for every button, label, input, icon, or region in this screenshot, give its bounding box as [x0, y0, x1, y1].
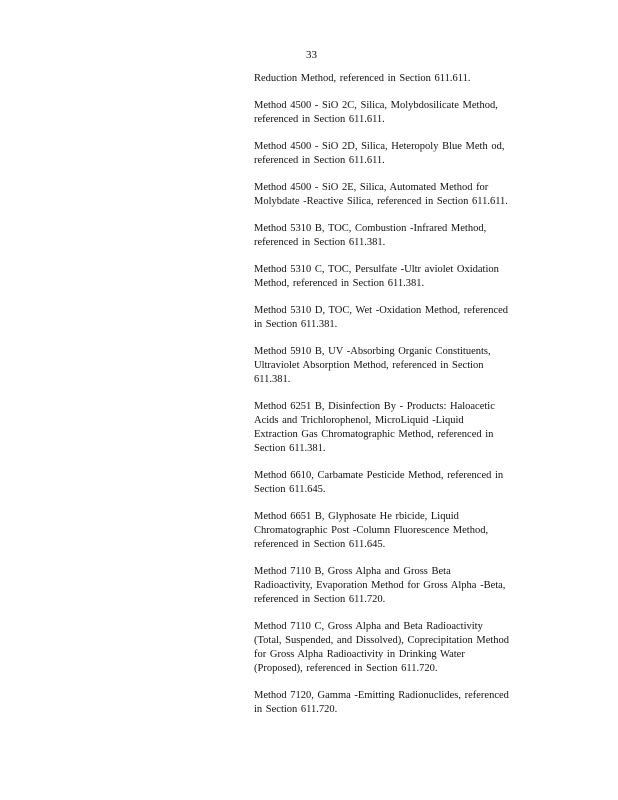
reference-paragraph: Method 4500 - SiO 2C, Silica, Molybdosilicate Method, referenced in Section 611.611.: [254, 100, 498, 125]
reference-paragraph: Method 7110 B, Gross Alpha and Gross Beta Radioactivity, Evaporation Method for Gross Alpha -Beta, referenced in Section 611.720.: [254, 566, 506, 605]
reference-paragraph: Method 4500 - SiO 2D, Silica, Heteropoly Blue Meth od, referenced in Section 611.611.: [254, 141, 505, 166]
method-reference-list: [254, 72, 536, 730]
reference-paragraph: Method 6610, Carbamate Pesticide Method, referenced in Section 611.645.: [254, 470, 504, 495]
reference-paragraph: Method 5910 B, UV -Absorbing Organic Constituents, Ultraviolet Absorption Method, referenced in Section 611.381.: [254, 346, 491, 385]
reference-paragraph: Method 6651 B, Glyphosate He rbicide, Liquid Chromatographic Post -Column Fluorescence Method, referenced in Section 611.645.: [254, 511, 489, 550]
reference-paragraph: Method 7110 C, Gross Alpha and Beta Radioactivity (Total, Suspended, and Dissolved), Coprecipitation Method for Gross Alpha Radioactivity in Drinking Water (Proposed), referenced in Section 611.720.: [254, 621, 510, 674]
reference-paragraph: Method 4500 - SiO 2E, Silica, Automated Method for Molybdate -Reactive Silica, referenced in Section 611.611.: [254, 182, 508, 207]
reference-paragraph: Method 7120, Gamma -Emitting Radionuclides, referenced in Section 611.720.: [254, 690, 509, 715]
reference-paragraph: Method 5310 B, TOC, Combustion -Infrared Method, referenced in Section 611.381.: [254, 223, 487, 248]
reference-paragraph: Method 5310 D, TOC, Wet -Oxidation Method, referenced in Section 611.381.: [254, 305, 509, 330]
reference-paragraph: Method 5310 C, TOC, Persulfate -Ultr aviolet Oxidation Method, referenced in Section 611.381.: [254, 264, 499, 289]
reference-paragraph: Method 6251 B, Disinfection By - Products: Haloacetic Acids and Trichlorophenol, MicroLiquid -Liquid Extraction Gas Chromatographic Method, referenced in Section 611.381.: [254, 401, 495, 454]
reference-paragraph: Reduction Method, referenced in Section 611.611.: [254, 73, 471, 84]
page-number: 33: [306, 49, 317, 61]
